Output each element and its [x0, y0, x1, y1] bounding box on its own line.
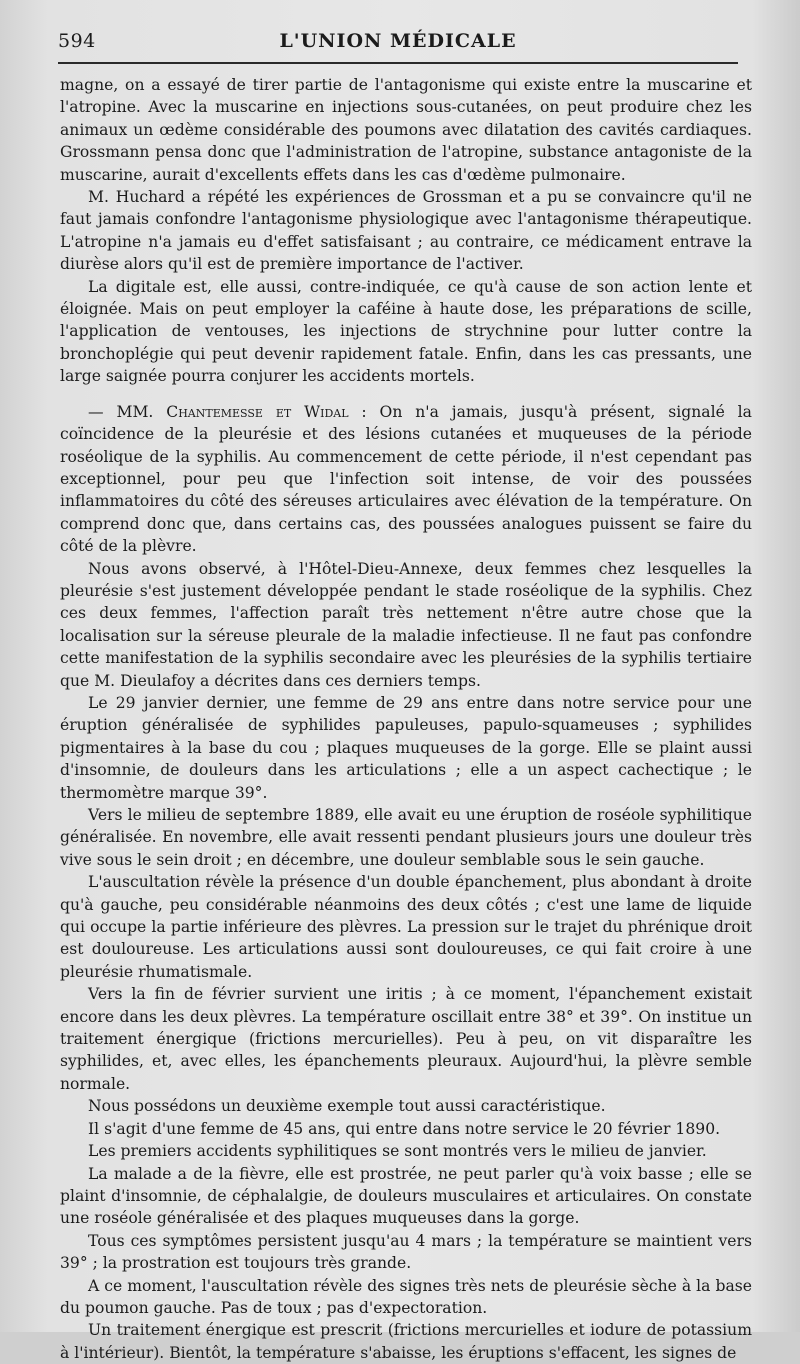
paragraph: Nous avons observé, à l'Hôtel-Dieu-Annexe, deux femmes chez lesquelles la pleurésie s'est justement développée pendant le stade roséolique de la syphilis. Chez ces deux femmes, l'affection paraît très nettement n'être autre chose que la localisation sur la séreuse pleurale de la maladie infectieuse. Il ne faut pas confondre cette manifestation de la syphilis secondaire avec les pleurésies de la syphilis tertiaire que M. Dieulafoy a décrites dans ces derniers temps.	[60, 559, 752, 690]
paragraph: M. Huchard a répété les expériences de Grossman et a pu se convaincre qu'il ne faut jamais confondre l'antagonisme physiologique avec l'antagonisme thérapeutique. L'atropine n'a jamais eu d'effet satisfaisant ; au contraire, ce médicament entrave la diurèse alors qu'il est de première importance de l'activer.	[60, 188, 752, 274]
paragraph: A ce moment, l'auscultation révèle des signes très nets de pleurésie sèche à la base du poumon gauche. Pas de toux ; pas d'expectoration.	[60, 1276, 752, 1317]
header-rule	[58, 62, 738, 64]
paragraph: L'auscultation révèle la présence d'un double épanchement, plus abondant à droite qu'à gauche, peu considérable néanmoins des deux côtés ; c'est une lame de liquide qui occupe la partie inférieure des plèvres. La pression sur le trajet du phrénique droit est douloureuse. Les articulations aussi sont douloureuses, ce qui fait croire à une pleurésie rhumatismale.	[60, 873, 752, 981]
paragraph: Vers la fin de février survient une iritis ; à ce moment, l'épanchement existait encore dans les deux plèvres. La température oscillait entre 38° et 39°. On institue un traitement énergique (frictions mercurielles). Peu à peu, on vit disparaître les syphilides, et, avec elles, les épanchements pleuraux. Aujourd'hui, la plèvre semble normale.	[60, 985, 752, 1093]
author-names: Chantemesse et Widal	[166, 402, 349, 421]
article-body	[60, 74, 752, 1364]
paragraph: Un traitement énergique est prescrit (frictions mercurielles et iodure de potassium à l'intérieur). Bientôt, la température s'abaisse, les éruptions s'effacent, les signes de	[60, 1321, 752, 1362]
journal-title: L'UNION MÉDICALE	[279, 30, 517, 52]
page-header	[58, 26, 738, 58]
paragraph: La digitale est, elle aussi, contre-indiquée, ce qu'à cause de son action lente et éloignée. Mais on peut employer la caféine à haute dose, les préparations de scille, l'application de ventouses, les injections de strychnine pour lutter contre la bronchoplégie qui peut devenir rapidement fatale. Enfin, dans les cas pressants, une large saignée pourra conjurer les accidents mortels.	[60, 277, 752, 386]
paragraph: Il s'agit d'une femme de 45 ans, qui entre dans notre service le 20 février 1890.	[88, 1119, 721, 1138]
paragraph: Les premiers accidents syphilitiques se sont montrés vers le milieu de janvier.	[88, 1142, 707, 1161]
section-paragraph	[60, 401, 752, 558]
page-number: 594	[58, 30, 96, 52]
section-text: : On n'a jamais, jusqu'à présent, signalé la coïncidence de la pleurésie et des lésions cutanées et muqueuses de la période roséolique de la syphilis. Au commencement de cette période, il n'est cependant pas exceptionnel, pour peu que l'infection soit intense, de voir des poussées inflammatoires du côté des séreuses articulaires avec élévation de la température. On comprend donc que, dans certains cas, des poussées analogues puissent se faire du côté de la plèvre.	[60, 402, 752, 556]
paragraph: Nous possédons un deuxième exemple tout aussi caractéristique.	[88, 1097, 606, 1116]
paragraph: Tous ces symptômes persistent jusqu'au 4 mars ; la température se maintient vers 39° ; la prostration est toujours très grande.	[60, 1231, 752, 1273]
section-lead: — MM.	[88, 402, 167, 421]
paragraph: magne, on a essayé de tirer partie de l'antagonisme qui existe entre la muscarine et l'atropine. Avec la muscarine en injections sous-cutanées, on peut produire chez les animaux un œdème considérable des poumons avec dilatation des cavités cardiaques. Grossmann pensa donc que l'administration de l'atropine, substance antagoniste de la muscarine, aurait d'excellents effets dans les cas d'œdème pulmonaire.	[60, 76, 752, 184]
paragraph: La malade a de la fièvre, elle est prostrée, ne peut parler qu'à voix basse ; elle se plaint d'insomnie, de céphalalgie, de douleurs musculaires et articulaires. On constate une roséole généralisée et des plaques muqueuses dans la gorge.	[60, 1164, 752, 1228]
paragraph: Vers le milieu de septembre 1889, elle avait eu une éruption de roséole syphilitique généralisée. En novembre, elle avait ressenti pendant plusieurs jours une douleur très vive sous le sein droit ; en décembre, une douleur semblable sous le sein gauche.	[60, 806, 752, 869]
paragraph: Le 29 janvier dernier, une femme de 29 ans entre dans notre service pour une éruption généralisée de syphilides papuleuses, papulo-squameuses ; syphilides pigmentaires à la base du cou ; plaques muqueuses de la gorge. Elle se plaint aussi d'insomnie, de douleurs dans les articulations ; elle a un aspect cachectique ; le thermomètre marque 39°.	[60, 693, 752, 802]
